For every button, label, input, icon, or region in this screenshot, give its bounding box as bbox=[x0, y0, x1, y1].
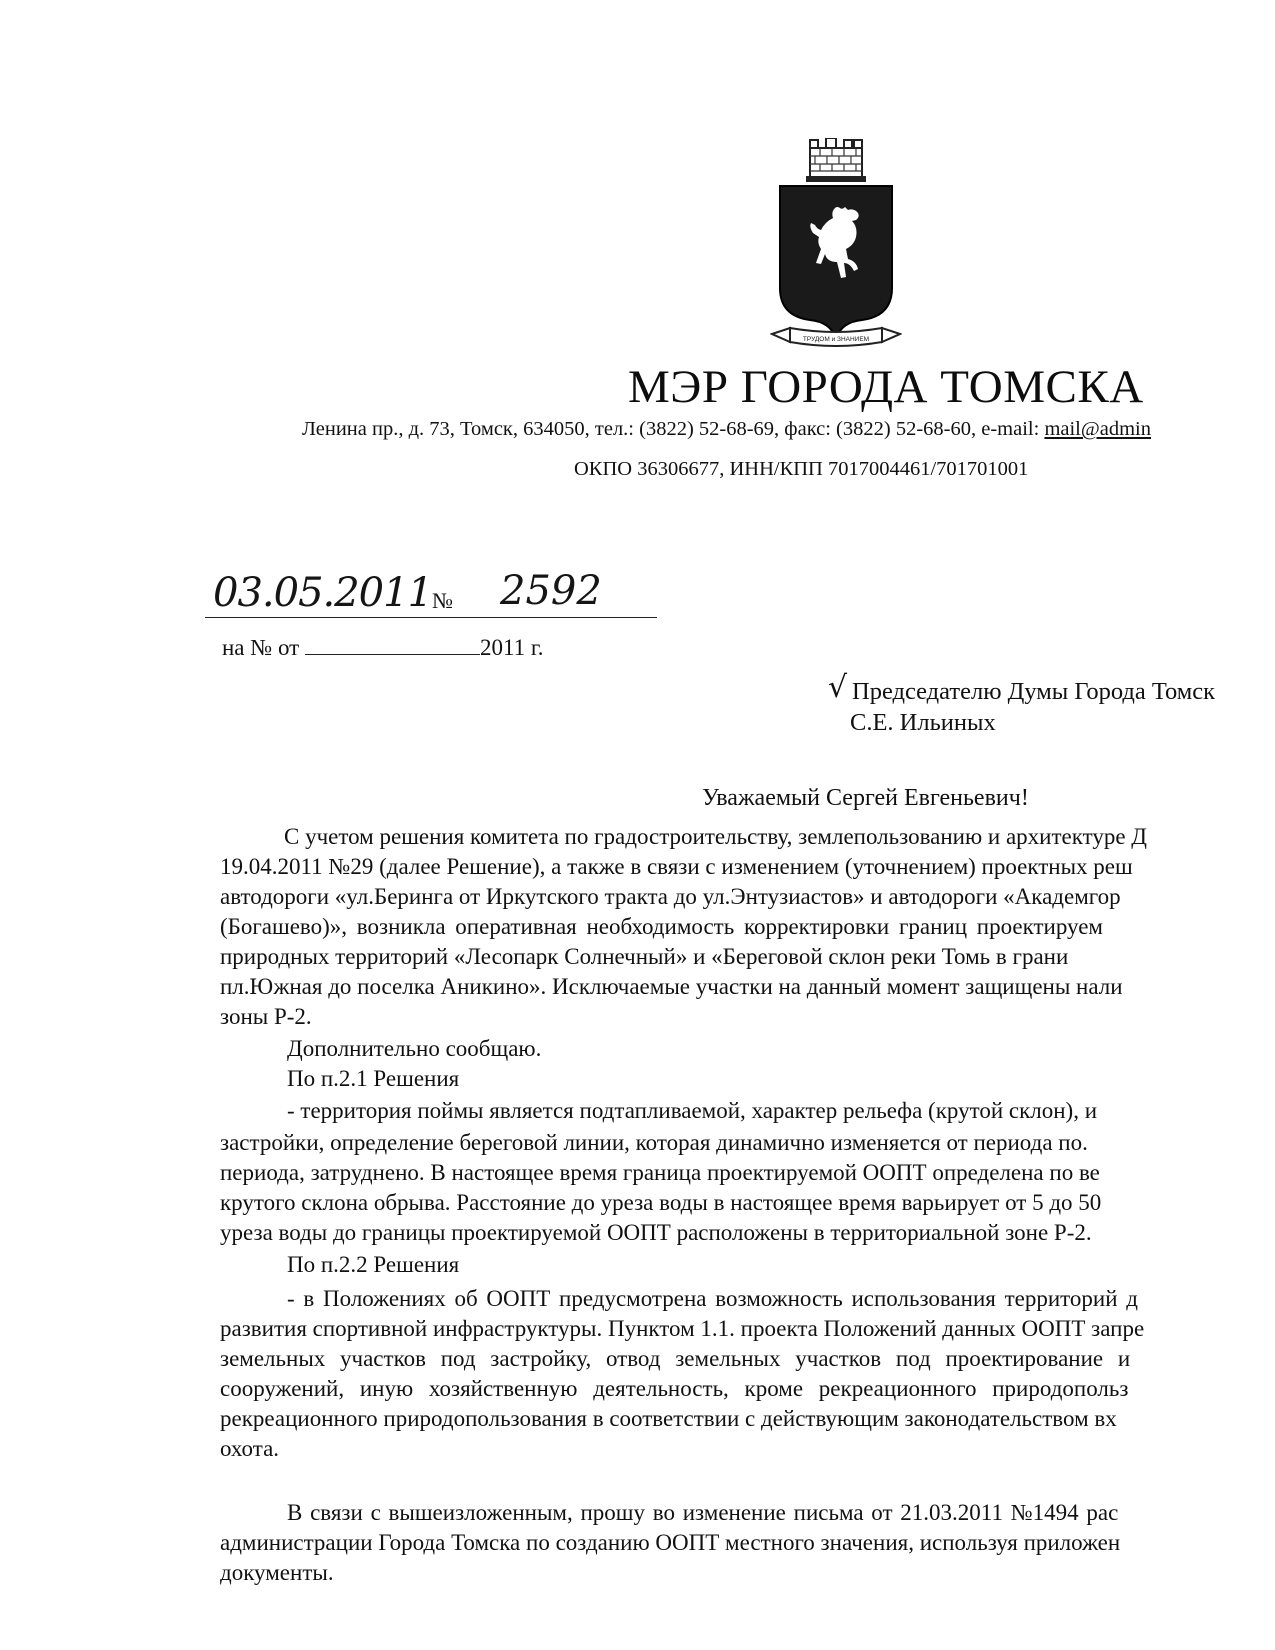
address-text: Ленина пр., д. 73, Томск, 634050, тел.: (3822) 52-68-69, факс: (3822) 52-68-60, e-mail: bbox=[302, 418, 1045, 440]
tomsk-coat-of-arms-icon bbox=[770, 138, 902, 360]
paragraph-line: охота. bbox=[220, 1436, 280, 1461]
email-link[interactable]: mail@admin bbox=[1044, 418, 1151, 440]
paragraph-line: (Богашево)», возникла оперативная необходимость корректировки границ проектируем bbox=[220, 914, 1103, 939]
paragraph-line: - в Положениях об ООПТ предусмотрена возможность использования территорий д bbox=[287, 1286, 1138, 1311]
paragraph-line: зоны Р-2. bbox=[220, 1004, 312, 1029]
svg-text:ТРУДОМ и ЗНАНИЕМ: ТРУДОМ и ЗНАНИЕМ bbox=[802, 336, 870, 343]
page-title: МЭР ГОРОДА ТОМСКА bbox=[628, 361, 1144, 413]
paragraph-line: земельных участков под застройку, отвод земельных участков под проектирование и bbox=[220, 1346, 1131, 1371]
address-line bbox=[302, 418, 1151, 441]
paragraph-line: пл.Южная до поселка Аникино». Исключаемые участки на данный момент защищены нали bbox=[220, 974, 1123, 999]
handwritten-number: 2592 bbox=[500, 568, 602, 614]
okpo-line: ОКПО 36306677, ИНН/КПП 7017004461/701701001 bbox=[574, 458, 1029, 480]
paragraph-line: застройки, определение береговой линии, которая динамично изменяется от периода по. bbox=[220, 1130, 1088, 1155]
crown-icon bbox=[806, 138, 866, 182]
paragraph-line: крутого склона обрыва. Расстояние до уреза воды в настоящее время варьирует от 5 до 50 bbox=[220, 1190, 1102, 1215]
paragraph-line: 19.04.2011 №29 (далее Решение), а также в связи с изменением (уточнением) проектных реш bbox=[220, 854, 1133, 879]
item2-title: По п.2.2 Решения bbox=[287, 1252, 460, 1277]
paragraph-line: С учетом решения комитета по градостроительству, землепользованию и архитектуре Д bbox=[284, 824, 1147, 849]
paragraph-line: рекреационного природопользования в соответствии с действующим законодательством вх bbox=[220, 1406, 1117, 1431]
item1-title: По п.2.1 Решения bbox=[287, 1066, 460, 1091]
salutation: Уважаемый Сергей Евгеньевич! bbox=[702, 785, 1029, 811]
date-underline bbox=[205, 617, 657, 618]
checkmark-icon: √ bbox=[828, 670, 848, 705]
reference-line bbox=[222, 635, 543, 661]
paragraph-line: периода, затруднено. В настоящее время граница проектируемой ООПТ определена по ве bbox=[220, 1160, 1100, 1185]
paragraph-line: развития спортивной инфраструктуры. Пунктом 1.1. проекта Положений данных ООПТ запре bbox=[220, 1316, 1145, 1341]
reference-prefix: на № от bbox=[222, 635, 300, 660]
paragraph-line: - территория поймы является подтапливаемой, характер рельефа (крутой склон), и bbox=[287, 1098, 1098, 1123]
paragraph-line: природных территорий «Лесопарк Солнечный» и «Береговой склон реки Томь в грани bbox=[220, 944, 1069, 969]
number-label: № bbox=[432, 588, 453, 613]
reference-blank bbox=[305, 636, 480, 655]
paragraph-line: администрации Города Томска по созданию ООПТ местного значения, используя приложен bbox=[220, 1530, 1121, 1555]
additional-note: Дополнительно сообщаю. bbox=[287, 1036, 542, 1061]
paragraph-line: документы. bbox=[220, 1560, 334, 1585]
addressee-title: Председателю Думы Города Томск bbox=[852, 678, 1216, 705]
paragraph-line: сооружений, иную хозяйственную деятельность, кроме рекреационного природопольз bbox=[220, 1376, 1129, 1401]
paragraph-line: автодороги «ул.Беринга от Иркутского тракта до ул.Энтузиастов» и автодороги «Академгор bbox=[220, 884, 1121, 909]
reference-year: 2011 г. bbox=[479, 635, 544, 660]
handwritten-date: 03.05.2011 bbox=[213, 570, 433, 616]
paragraph-line: уреза воды до границы проектируемой ООПТ расположены в территориальной зоне Р-2. bbox=[220, 1220, 1092, 1245]
addressee-name: С.Е. Ильиных bbox=[850, 709, 996, 736]
paragraph-line: В связи с вышеизложенным, прошу во изменение письма от 21.03.2011 №1494 рас bbox=[287, 1500, 1119, 1525]
